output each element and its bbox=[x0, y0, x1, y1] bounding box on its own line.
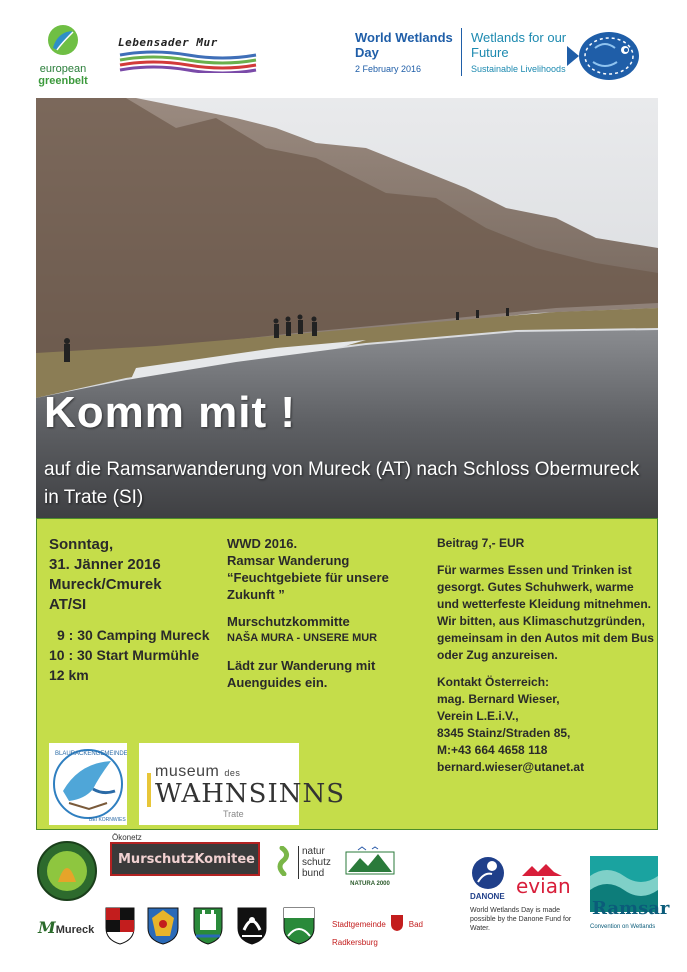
wwd-date: 2 February 2016 bbox=[355, 64, 422, 74]
ramsar-logo bbox=[590, 856, 670, 942]
murschutzkomitee-logo bbox=[110, 833, 260, 876]
bad-radkersburg-text: Bad Radkersburg bbox=[332, 920, 423, 948]
coat-of-arms-3-icon bbox=[192, 906, 224, 946]
wahnsinns-word: WAHNSINNS bbox=[155, 779, 346, 809]
ramsar-subtitle: Convention on Wetlands bbox=[590, 924, 656, 930]
river-waves-icon bbox=[118, 49, 258, 73]
naturschutzbund-logo bbox=[270, 846, 336, 886]
coat-of-arms-4-icon bbox=[236, 906, 268, 946]
invitation-text: Lädt zur Wanderung mit Auenguides ein. bbox=[227, 658, 376, 690]
round-association-badge-icon bbox=[36, 840, 98, 902]
coat-of-arms-2-icon bbox=[146, 906, 180, 946]
blaur-text: BLAURACKENGEMEINDEN bbox=[55, 751, 127, 757]
blaurackengemeinden-logo bbox=[49, 743, 127, 825]
danone-evian-logo bbox=[470, 856, 590, 966]
natura-2000-text: NATURA 2000 bbox=[350, 881, 390, 887]
lebensader-mur-logo bbox=[118, 36, 258, 76]
fee: Beitrag 7,- EUR bbox=[437, 536, 525, 550]
naturschutzbund-line3: bund bbox=[302, 868, 325, 879]
wwd-title: World Wetlands Day bbox=[355, 30, 453, 60]
greenbelt-leaf-icon bbox=[45, 22, 81, 58]
contact-name: mag. Bernard Wieser, bbox=[437, 692, 560, 706]
organizer-name: Murschutzkommitte bbox=[227, 614, 350, 629]
blaur-text-2: BEI KORNWIES bbox=[89, 817, 126, 823]
event-details-column bbox=[49, 535, 229, 685]
fish-globe-icon bbox=[565, 26, 645, 86]
event-place: Mureck/Cmurek bbox=[49, 576, 162, 593]
salamander-icon bbox=[270, 846, 294, 876]
event-distance: 12 km bbox=[49, 667, 89, 683]
stadtgemeinde-text: Stadtgemeinde bbox=[332, 920, 386, 930]
wwd-theme: Wetlands for our Future bbox=[471, 30, 567, 60]
event-time-2: 10 : 30 Start Murmühle bbox=[49, 647, 200, 663]
contact-title: Kontakt Österreich: bbox=[437, 675, 550, 689]
walk-motto: “Feuchtgebiete für unsere Zukunft ” bbox=[227, 570, 389, 602]
ramsar-text: Ramsar bbox=[592, 898, 670, 919]
murschutzkomitee-text: MurschutzKomitee bbox=[118, 852, 255, 867]
practical-info: Für warmes Essen und Trinken ist gesorgt. Gutes Schuhwerk, warme und wetterfeste Kleidung mitnehmen. Wir bitten, aus Klimaschutzgründen, gemeinsam in den Autos mit dem Bus oder Zug anzureisen. bbox=[437, 563, 654, 662]
natura-2000-logo bbox=[344, 844, 396, 886]
greenbelt-line2: greenbelt bbox=[38, 75, 88, 87]
coat-of-arms-1-icon bbox=[104, 906, 136, 946]
naturschutzbund-line2: schutz bbox=[302, 857, 331, 868]
top-logo-strip bbox=[0, 0, 687, 98]
danone-text: DANONE bbox=[470, 892, 505, 901]
coat-of-arms-5-icon bbox=[282, 906, 316, 946]
museum-location: Trate bbox=[223, 809, 244, 819]
river-landscape-image bbox=[36, 98, 658, 518]
mureck-logo: MMureck bbox=[38, 918, 95, 937]
wwd-year: WWD 2016. bbox=[227, 536, 298, 551]
contact-address: 8345 Stainz/Straden 85, bbox=[437, 726, 571, 740]
mureck-text: Mureck bbox=[55, 924, 95, 936]
event-time-1: 9 : 30 Camping Mureck bbox=[57, 627, 210, 643]
bad-radkersburg-logo bbox=[332, 914, 452, 948]
lebensader-mur-title: Lebensader Mur bbox=[118, 36, 218, 49]
museum-word: museum des bbox=[155, 763, 241, 780]
naturschutzbund-line1: natur bbox=[302, 846, 325, 857]
event-day: Sonntag, bbox=[49, 536, 114, 553]
danone-fund-note: World Wetlands Day is made possible by the Danone Fund for Water. bbox=[470, 907, 572, 932]
wwd-divider bbox=[461, 28, 462, 76]
hero-photo bbox=[36, 98, 658, 518]
greenbelt-line1: european bbox=[39, 63, 87, 75]
info-panel bbox=[36, 518, 658, 830]
ramsar-walk: Ramsar Wanderung bbox=[227, 553, 350, 568]
museum-des-wahnsinns-logo bbox=[139, 743, 346, 825]
evian-text: evian bbox=[516, 874, 571, 898]
european-greenbelt-logo bbox=[32, 22, 94, 87]
subheadline: auf die Ramsarwanderung von Mureck (AT) nach Schloss Obermureck in Trate (SI) bbox=[44, 459, 640, 508]
event-date: 31. Jänner 2016 bbox=[49, 556, 161, 573]
headline: Komm mit ! bbox=[44, 388, 296, 437]
contact-org: Verein L.E.i.V., bbox=[437, 709, 519, 723]
danone-child-icon bbox=[470, 856, 506, 890]
wwd-subtitle: Sustainable Livelihoods bbox=[471, 64, 566, 74]
event-country: AT/SI bbox=[49, 596, 87, 613]
roller-bird-icon bbox=[49, 743, 127, 825]
sponsor-logos bbox=[0, 830, 687, 972]
fee-contact-column bbox=[437, 535, 655, 776]
organizer-subtitle: NAŠA MURA - UNSERE MUR bbox=[227, 632, 378, 644]
natura-2000-icon bbox=[344, 844, 396, 876]
radkersburg-shield-icon bbox=[390, 914, 404, 932]
contact-email[interactable]: bernard.wieser@utanet.at bbox=[437, 760, 585, 774]
world-wetlands-day-logo bbox=[355, 26, 655, 88]
organizer-column bbox=[227, 535, 427, 691]
contact-phone: M:+43 664 4658 118 bbox=[437, 743, 548, 757]
oekonetz-label: Ökonetz bbox=[112, 833, 142, 842]
